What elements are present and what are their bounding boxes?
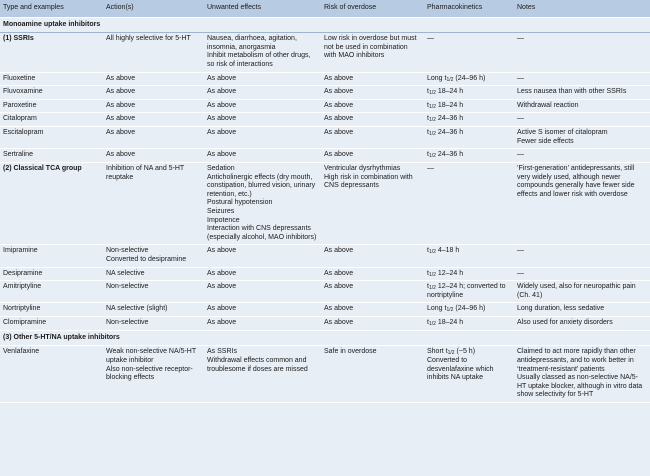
table-cell: As above — [103, 149, 204, 163]
table-cell: As above — [204, 245, 321, 267]
table-cell: As above — [204, 303, 321, 317]
column-header: Unwanted effects — [204, 0, 321, 17]
table-cell: As above — [204, 267, 321, 281]
column-header: Pharmacokinetics — [424, 0, 514, 17]
table-row — [0, 99, 650, 113]
table-cell: As above — [204, 99, 321, 113]
table-cell: $t_{1/2}$ 18–24 h — [424, 99, 514, 113]
section-row — [0, 330, 650, 346]
table-cell: As SSRIs Withdrawal effects common and troublesome if doses are missed — [204, 346, 321, 403]
table-cell: (2) Classical TCA group — [0, 162, 103, 244]
table-cell: $t_{1/2}$ 24–36 h — [424, 149, 514, 163]
table-cell: Imipramine — [0, 245, 103, 267]
table-cell: Citalopram — [0, 113, 103, 127]
table-cell: Weak non-selective NA/5-HT uptake inhibitor Also non-selective receptor-blocking effects — [103, 346, 204, 403]
table-cell: Short $t_{1/2}$ (~5 h) Converted to desvenlafaxine which inhibits NA uptake — [424, 346, 514, 403]
section-title: Monoamine uptake inhibitors — [0, 17, 650, 33]
table-cell: Active S isomer of citalopram Fewer side effects — [514, 127, 650, 149]
table-cell: Low risk in overdose but must not be used in combination with MAO inhibitors — [321, 33, 424, 72]
group-row — [0, 33, 650, 72]
table-cell: — — [514, 33, 650, 72]
table-cell: As above — [204, 149, 321, 163]
header-row — [0, 0, 650, 17]
table-cell: $t_{1/2}$ 24–36 h — [424, 113, 514, 127]
table-cell: As above — [103, 86, 204, 100]
section-title: (3) Other 5-HT/NA uptake inhibitors — [0, 330, 650, 346]
table-cell: Escitalopram — [0, 127, 103, 149]
table-cell: As above — [321, 303, 424, 317]
column-header: Type and examples — [0, 0, 103, 17]
table-cell: Inhibition of NA and 5-HT reuptake — [103, 162, 204, 244]
table-cell: As above — [103, 113, 204, 127]
table-cell: Less nausea than with other SSRIs — [514, 86, 650, 100]
table-cell: — — [424, 33, 514, 72]
table-cell: As above — [321, 245, 424, 267]
table-cell: As above — [321, 127, 424, 149]
table-cell: As above — [204, 317, 321, 331]
table-cell: Ventricular dysrhythmias High risk in combination with CNS depressants — [321, 162, 424, 244]
table-row — [0, 346, 650, 403]
group-row — [0, 162, 650, 244]
table-cell: $t_{1/2}$ 12–24 h; converted to nortriptyline — [424, 281, 514, 303]
table-cell: Nortriptyline — [0, 303, 103, 317]
column-header: Risk of overdose — [321, 0, 424, 17]
table-row — [0, 267, 650, 281]
table-row — [0, 149, 650, 163]
table-cell: Widely used, also for neuropathic pain (Ch. 41) — [514, 281, 650, 303]
table-row — [0, 317, 650, 331]
table-cell: Non-selective — [103, 281, 204, 303]
table-row — [0, 86, 650, 100]
table-cell: — — [514, 245, 650, 267]
table-cell: — — [514, 113, 650, 127]
table-cell: NA selective (slight) — [103, 303, 204, 317]
table-row — [0, 281, 650, 303]
table-cell: $t_{1/2}$ 18–24 h — [424, 317, 514, 331]
table-cell: Amitriptyline — [0, 281, 103, 303]
table-cell: Paroxetine — [0, 99, 103, 113]
table-cell: As above — [204, 86, 321, 100]
table-cell: As above — [321, 113, 424, 127]
table-cell: Also used for anxiety disorders — [514, 317, 650, 331]
table-cell: As above — [103, 99, 204, 113]
table-cell: — — [424, 162, 514, 244]
table-cell: As above — [321, 149, 424, 163]
table-cell: As above — [204, 113, 321, 127]
table-cell: As above — [204, 127, 321, 149]
table-cell: Fluvoxamine — [0, 86, 103, 100]
table-cell: As above — [321, 317, 424, 331]
table-cell: NA selective — [103, 267, 204, 281]
table-cell: Non-selective — [103, 317, 204, 331]
table-row — [0, 245, 650, 267]
table-cell: ‘First-generation’ antidepressants, still very widely used, although newer compounds generally have fewer side effects and lower risk with overdose — [514, 162, 650, 244]
table-cell: As above — [321, 72, 424, 86]
table-cell: As above — [204, 72, 321, 86]
table-row — [0, 72, 650, 86]
table-cell: All highly selective for 5-HT — [103, 33, 204, 72]
table-row — [0, 303, 650, 317]
table-cell: As above — [321, 281, 424, 303]
table-cell: — — [514, 72, 650, 86]
table-cell: Long $t_{1/2}$ (24–96 h) — [424, 72, 514, 86]
table-cell: Withdrawal reaction — [514, 99, 650, 113]
table-cell: As above — [321, 267, 424, 281]
table-cell: Desipramine — [0, 267, 103, 281]
table-cell: Sedation Anticholinergic effects (dry mouth, constipation, blurred vision, urinary retention, etc.) Postural hypotension Seizures Impotence Interaction with CNS depressants (especially alcohol, MAO inhibitors) — [204, 162, 321, 244]
table-cell: As above — [103, 127, 204, 149]
table-cell: As above — [103, 72, 204, 86]
column-header: Action(s) — [103, 0, 204, 17]
table-cell: — — [514, 149, 650, 163]
section-row — [0, 17, 650, 33]
column-header: Notes — [514, 0, 650, 17]
table-cell: Sertraline — [0, 149, 103, 163]
table-cell: Long duration, less sedative — [514, 303, 650, 317]
table-cell: $t_{1/2}$ 18–24 h — [424, 86, 514, 100]
table-cell: Fluoxetine — [0, 72, 103, 86]
table-cell: Non-selective Converted to desipramine — [103, 245, 204, 267]
table-cell: Clomipramine — [0, 317, 103, 331]
table-row — [0, 113, 650, 127]
table-cell: Long $t_{1/2}$ (24–96 h) — [424, 303, 514, 317]
table-row — [0, 127, 650, 149]
table-cell: $t_{1/2}$ 4–18 h — [424, 245, 514, 267]
table-cell: $t_{1/2}$ 24–36 h — [424, 127, 514, 149]
table-cell: Claimed to act more rapidly than other antidepressants, and to work better in ‘treatment-resistant’ patients Usually classed as non-selective NA/5-HT uptake blocker, although in vitro data show selectivity for 5-HT — [514, 346, 650, 403]
table-cell: $t_{1/2}$ 12–24 h — [424, 267, 514, 281]
table-cell: (1) SSRIs — [0, 33, 103, 72]
table-cell: As above — [321, 86, 424, 100]
table-cell: Venlafaxine — [0, 346, 103, 403]
table-cell: Nausea, diarrhoea, agitation, insomnia, anorgasmia Inhibit metabolism of other drugs, so risk of interactions — [204, 33, 321, 72]
table-cell: — — [514, 267, 650, 281]
table-cell: As above — [321, 99, 424, 113]
table-cell: As above — [204, 281, 321, 303]
table-body — [0, 17, 650, 402]
table-cell: Safe in overdose — [321, 346, 424, 403]
